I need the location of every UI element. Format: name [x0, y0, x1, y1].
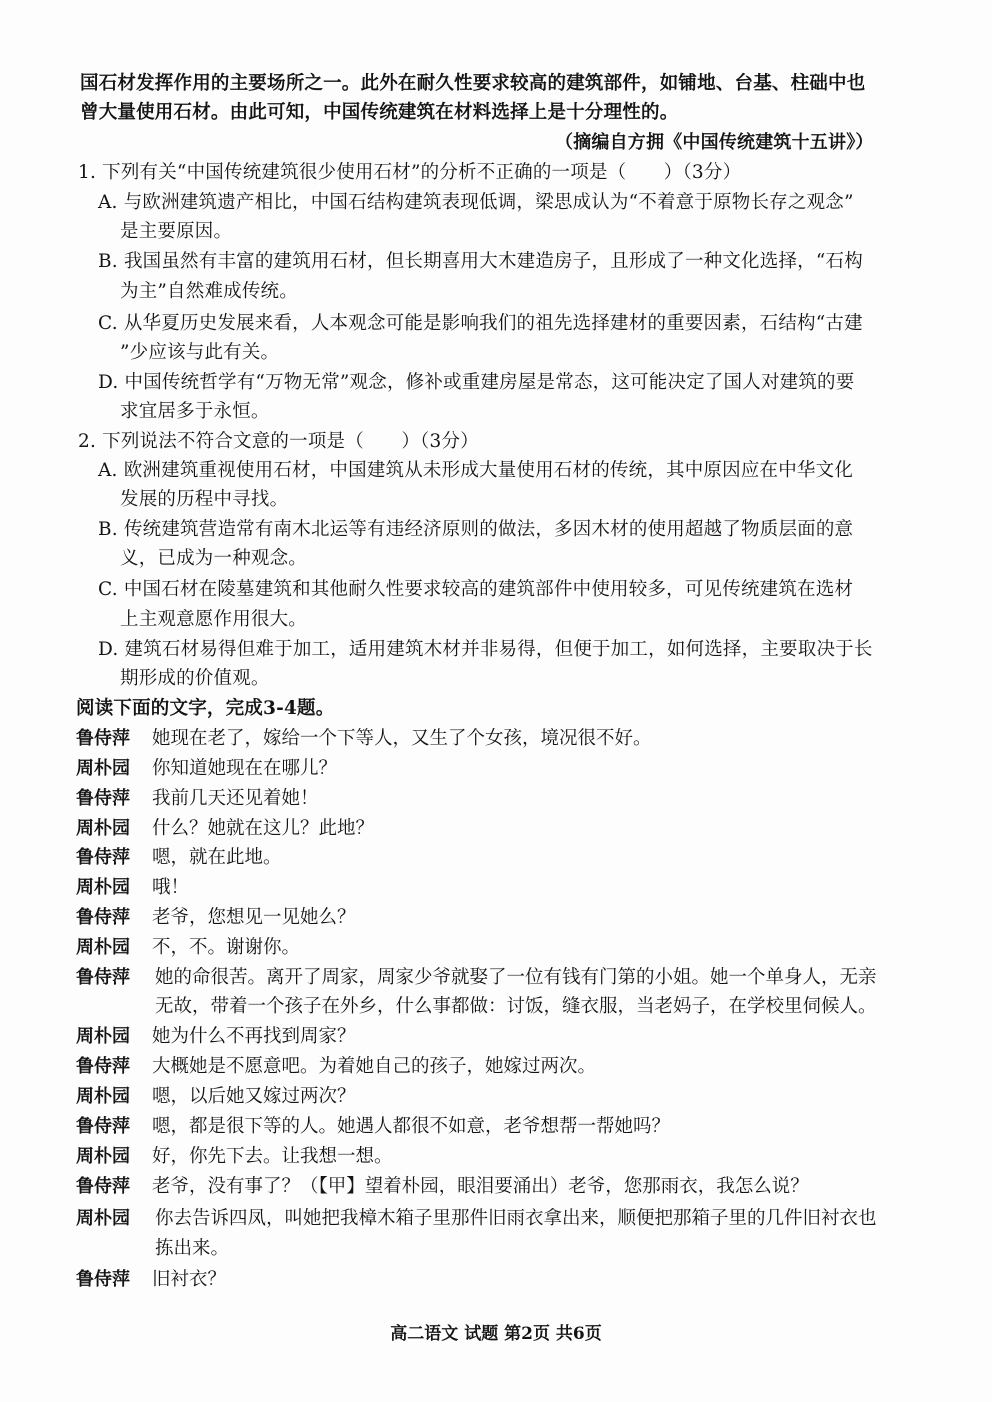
q1-option-b-line-2: 为主”自然难成传统。 [120, 281, 298, 302]
dialogue-speaker: 鲁侍萍 [76, 1269, 130, 1290]
page-footer: 高二语文 试题 第2页 共6页 [390, 1324, 602, 1344]
dialogue-line: 老爷，没有事了？（【甲】望着朴园，眼泪要涌出）老爷，您那雨衣，我怎么说？ [152, 1176, 809, 1197]
dialogue-speaker: 周朴园 [76, 1086, 130, 1107]
q1-option-c-line-1: C. 从华夏历史发展来看，人本观念可能是影响我们的祖先选择建材的重要因素，石结构“古建 [98, 313, 863, 334]
dialogue-line: 拣出来。 [155, 1238, 230, 1259]
dialogue-speaker: 鲁侍萍 [76, 907, 130, 928]
dialogue-speaker: 周朴园 [76, 758, 130, 779]
q2-option-d-line-1: D. 建筑石材易得但难于加工，适用建筑木材并非易得，但便于加工，如何选择，主要取决于长 [98, 639, 873, 660]
dialogue-line: 旧衬衣？ [152, 1269, 227, 1290]
dialogue-line: 你知道她现在在哪儿？ [152, 758, 338, 779]
q2-option-c-line-2: 上主观意愿作用很大。 [120, 609, 308, 630]
dialogue-speaker: 鲁侍萍 [76, 788, 130, 809]
dialogue-line: 嗯，都是很下等的人。她遇人都很不如意，老爷想帮一帮她吗？ [152, 1116, 671, 1137]
dialogue-line: 她的命很苦。离开了周家，周家少爷就娶了一位有钱有门第的小姐。她一个单身人，无亲 [155, 967, 877, 988]
dialogue-speaker: 周朴园 [76, 937, 130, 958]
q1-option-d-line-1: D. 中国传统哲学有“万物无常”观念，修补或重建房屋是常态，这可能决定了国人对建筑的要 [98, 372, 855, 393]
q1-option-a-line-2: 是主要原因。 [120, 221, 233, 242]
dialogue-speaker: 鲁侍萍 [76, 847, 130, 868]
dialogue-speaker: 周朴园 [76, 1026, 130, 1047]
dialogue-line: 不，不。谢谢你。 [152, 937, 301, 958]
dialogue-line: 大概她是不愿意吧。为着她自己的孩子，她嫁过两次。 [152, 1056, 597, 1077]
q1-option-b-line-1: B. 我国虽然有丰富的建筑用石材，但长期喜用大木建造房子，且形成了一种文化选择，“石构 [98, 251, 863, 272]
reading-instruction: 阅读下面的文字，完成3-4题。 [76, 698, 335, 719]
dialogue-speaker: 周朴园 [76, 1208, 130, 1229]
q2-option-d-line-2: 期形成的价值观。 [120, 668, 270, 689]
dialogue-line: 好，你先下去。让我想一想。 [152, 1146, 393, 1167]
dialogue-speaker: 周朴园 [76, 877, 130, 898]
q2-option-a-line-1: A. 欧洲建筑重视使用石材，中国建筑从未形成大量使用石材的传统，其中原因应在中华文化 [98, 460, 854, 481]
dialogue-speaker: 鲁侍萍 [76, 728, 130, 749]
dialogue-line: 她为什么不再找到周家？ [152, 1026, 356, 1047]
dialogue-speaker: 鲁侍萍 [76, 1056, 130, 1077]
q1-option-d-line-2: 求宜居多于永恒。 [120, 401, 270, 422]
q2-option-a-line-2: 发展的历程中寻找。 [120, 489, 289, 510]
q1-option-a-line-1: A. 与欧洲建筑遗产相比，中国石结构建筑表现低调，梁思成认为“不着意于原物长存之观念” [98, 192, 854, 213]
q2-option-b-line-1: B. 传统建筑营造常有南木北运等有违经济原则的做法，多因木材的使用超越了物质层面的意 [98, 519, 854, 540]
q2-option-b-line-2: 义，已成为一种观念。 [120, 548, 308, 569]
passage-line-2: 曾大量使用石材。由此可知，中国传统建筑在材料选择上是十分理性的。 [80, 102, 679, 123]
dialogue-speaker: 周朴园 [76, 818, 130, 839]
dialogue-speaker: 周朴园 [76, 1146, 130, 1167]
dialogue-line: 老爷，您想见一见她么？ [152, 907, 356, 928]
dialogue-line: 她现在老了，嫁给一个下等人，又生了个女孩，境况很不好。 [152, 728, 652, 749]
dialogue-line: 哦！ [152, 877, 190, 898]
dialogue-line: 嗯，以后她又嫁过两次？ [152, 1086, 356, 1107]
question-2-stem: 2. 下列说法不符合文意的一项是（ ）（3分） [78, 431, 479, 452]
dialogue-speaker: 鲁侍萍 [76, 967, 130, 988]
passage-source: （摘编自方拥《中国传统建筑十五讲》） [555, 132, 874, 153]
q1-option-c-line-2: ”少应该与此有关。 [120, 342, 280, 363]
passage-line-1: 国石材发挥作用的主要场所之一。此外在耐久性要求较高的建筑部件，如铺地、台基、柱础中也 [80, 73, 866, 94]
dialogue-line: 无故，带着一个孩子在外乡，什么事都做：讨饭，缝衣服，当老妈子，在学校里伺候人。 [155, 996, 877, 1017]
dialogue-line: 你去告诉四凤，叫她把我樟木箱子里那件旧雨衣拿出来，顺便把那箱子里的几件旧衬衣也 [155, 1208, 877, 1229]
dialogue-line: 什么？她就在这儿？此地？ [152, 818, 375, 839]
dialogue-speaker: 鲁侍萍 [76, 1176, 130, 1197]
q2-option-c-line-1: C. 中国石材在陵墓建筑和其他耐久性要求较高的建筑部件中使用较多，可见传统建筑在选材 [98, 579, 854, 600]
question-1-stem: 1. 下列有关“中国传统建筑很少使用石材”的分析不正确的一项是（ ）（3分） [78, 162, 742, 183]
dialogue-speaker: 鲁侍萍 [76, 1116, 130, 1137]
dialogue-line: 嗯，就在此地。 [152, 847, 282, 868]
dialogue-line: 我前几天还见着她！ [152, 788, 319, 809]
